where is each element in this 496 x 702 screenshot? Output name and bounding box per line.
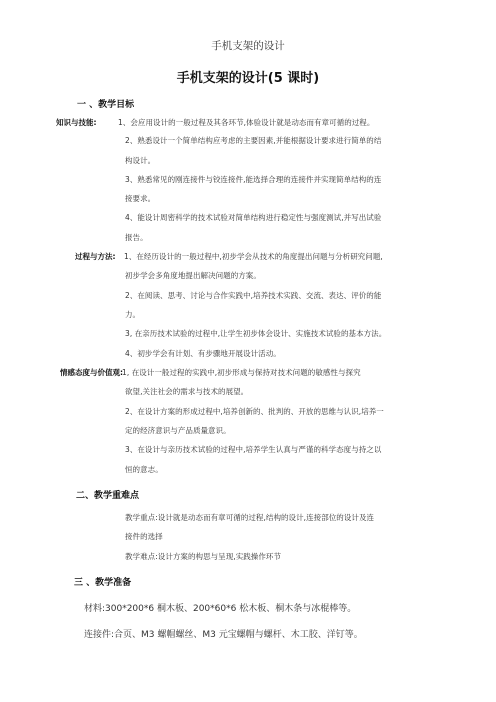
attitude-line: 定的经济意识与产品质量意识。 xyxy=(125,426,231,435)
process-line: 3, 在亲历技术试验的过程中,让学生初步体会设计、实施技术试验的基本方法。 xyxy=(125,329,387,338)
section-heading-preparation: 三 、教学准备 xyxy=(74,578,132,588)
document-title: 手机支架的设计(5 课时) xyxy=(176,71,320,86)
attitude-line: 恒的意志。 xyxy=(125,465,163,474)
attitude-line: 2、在设计方案的形成过程中,培养创新的、批判的、开放的思维与认识,培养一 xyxy=(125,407,384,416)
knowledge-line: 报告。 xyxy=(125,233,148,242)
key-points-line: 接件的选择 xyxy=(125,532,163,541)
knowledge-line: 1、会应用设计的一般过程及其各环节,体验设计就是动态而有章可循的过程。 xyxy=(118,118,375,127)
section-heading-key-points: 二、教学重难点 xyxy=(76,491,140,501)
key-points-line: 教学重点:设计就是动态而有章可循的过程,结构的设计,连接部位的设计及连 xyxy=(125,513,375,522)
process-line: 1、在经历设计的一般过程中,初步学会从技术的角度提出问题与分析研究问题, xyxy=(124,252,383,261)
process-line: 力。 xyxy=(125,310,141,319)
knowledge-line: 构设计。 xyxy=(125,156,156,165)
preparation-materials: 材料:300*200*6 桐木板、200*60*6 松木板、桐木条与冰棍棒等。 xyxy=(84,604,357,614)
attitude-line: 1, 在设计一般过程的实践中,初步形成与保持对技术问题的敏感性与探究 xyxy=(122,368,361,377)
page-header: 手机支架的设计 xyxy=(211,40,285,52)
attitude-line: 3、在设计与亲历技术试验的过程中,培养学生认真与严谨的科学态度与持之以 xyxy=(125,445,382,454)
knowledge-line: 4、能设计周密科学的技术试验对简单结构进行稳定性与强度测试,并写出试验 xyxy=(125,213,382,222)
process-line: 初步学会多角度地提出解决问题的方案。 xyxy=(125,271,261,280)
knowledge-line: 3、熟悉常见的刚连接件与铰连接件,能选择合理的连接件并实现简单结构的连 xyxy=(125,175,382,184)
knowledge-label: 知识与技能: xyxy=(56,118,97,127)
knowledge-line: 接要求。 xyxy=(125,194,156,203)
attitude-line: 欲望,关注社会的需求与技术的展望。 xyxy=(125,387,249,396)
preparation-connectors: 连接件:合页、M3 螺帽螺丝、M3 元宝螺帽与螺杆、木工胶、洋钉等。 xyxy=(84,630,363,640)
process-label: 过程与方法: xyxy=(75,252,116,261)
attitude-label: 情感态度与价值观: xyxy=(60,368,123,377)
knowledge-line: 2、熟悉设计一个简单结构应考虑的主要因素,并能根据设计要求进行简单的结 xyxy=(125,136,382,145)
section-heading-objectives: 一 、教学目标 xyxy=(77,100,135,110)
key-points-line: 教学难点:设计方案的构思与呈现,实践操作环节 xyxy=(125,552,282,561)
process-line: 4、初步学会有计划、有步骤地开展设计活动。 xyxy=(125,349,281,358)
process-line: 2、在阅读、思考、讨论与合作实践中,培养技术实践、交流、表达、评价的能 xyxy=(125,291,382,300)
